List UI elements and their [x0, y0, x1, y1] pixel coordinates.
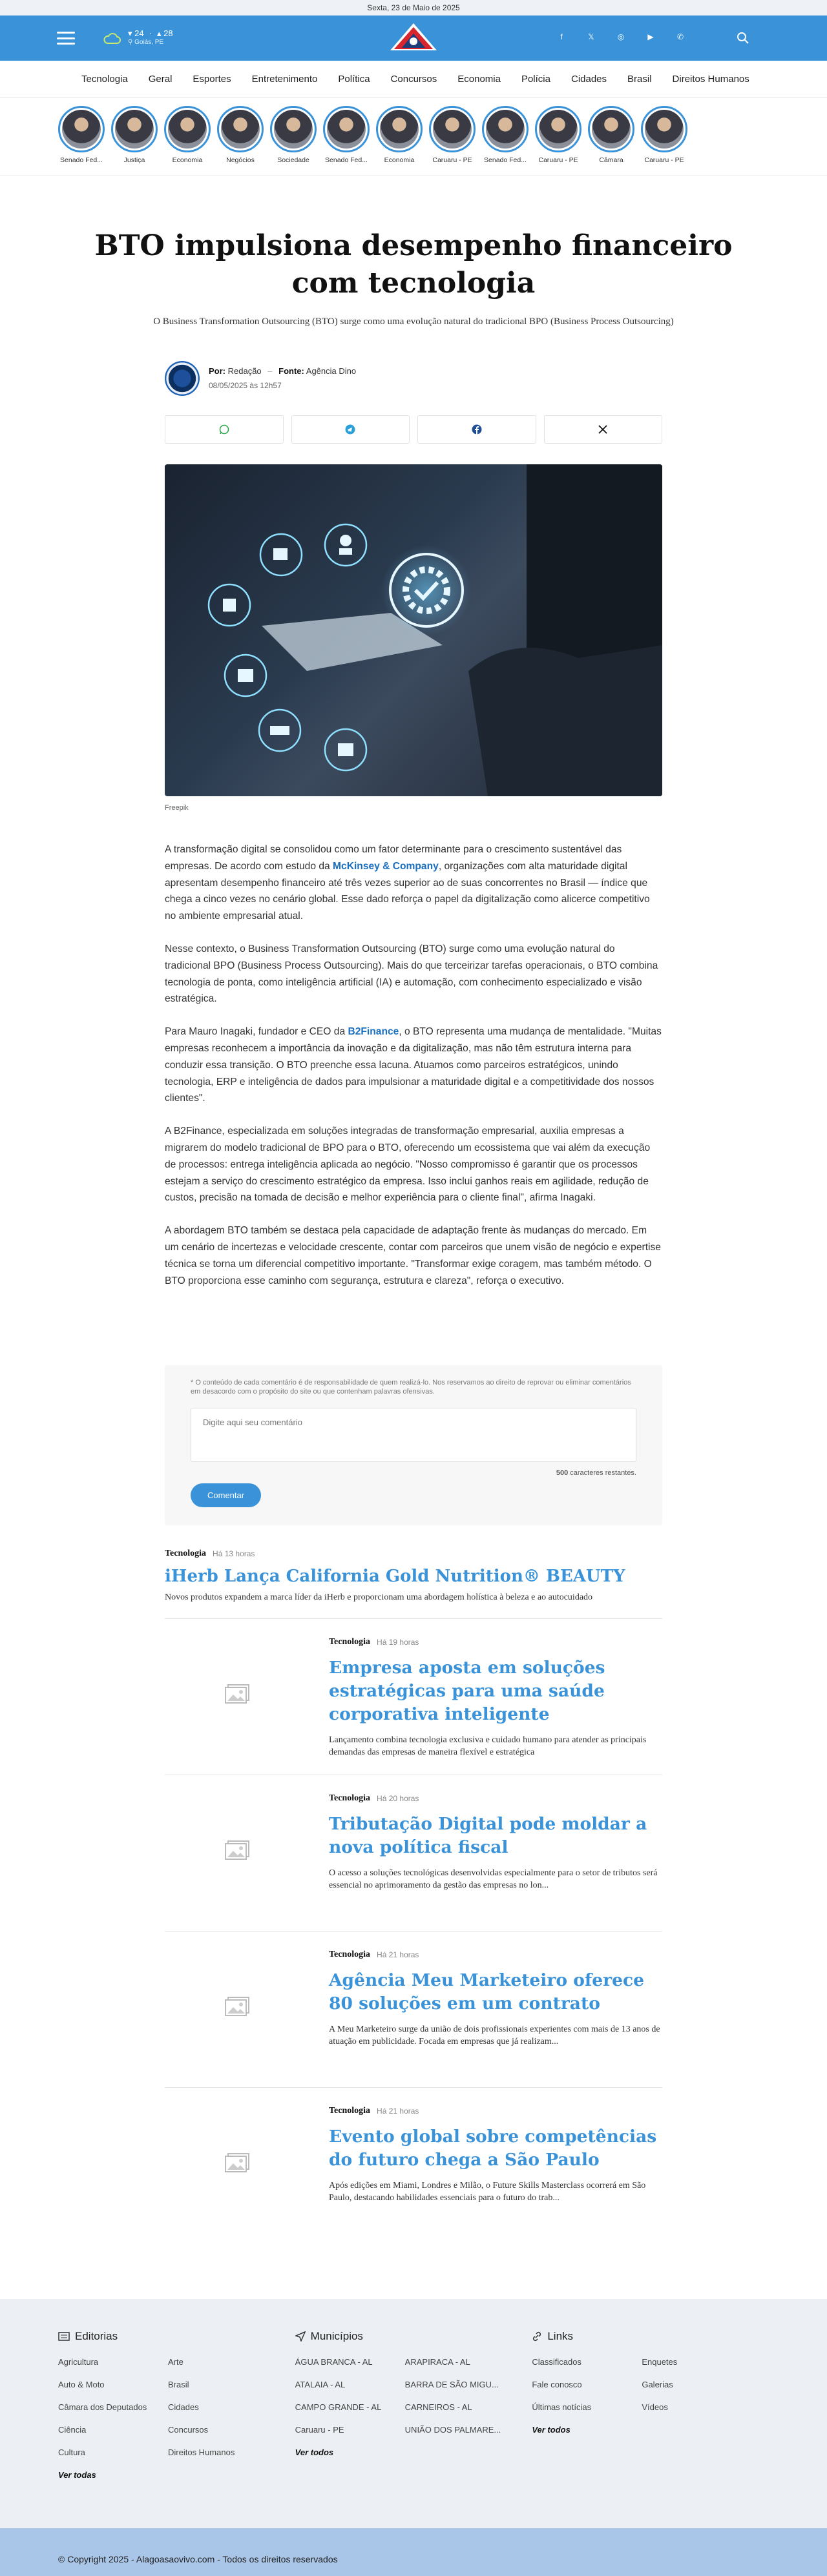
story-item[interactable]	[376, 106, 423, 175]
x-icon	[598, 425, 607, 434]
site-logo[interactable]	[384, 21, 443, 54]
story-label: Justiça	[123, 156, 145, 164]
search-icon[interactable]	[737, 32, 749, 45]
menu-icon[interactable]	[57, 32, 75, 45]
nav-item-brasil[interactable]: Brasil	[627, 74, 652, 85]
copyright-bar	[0, 2528, 827, 2576]
whatsapp-icon[interactable]: ✆	[676, 32, 684, 41]
news-time: Há 13 horas	[213, 1549, 255, 1559]
b2finance-link[interactable]: B2Finance	[348, 1026, 399, 1038]
news-item[interactable]	[165, 1619, 662, 1775]
footer-link[interactable]: Cidades	[168, 2402, 199, 2412]
article-hero-image	[165, 464, 662, 796]
current-date: Sexta, 23 de Maio de 2025	[367, 3, 460, 12]
featured-news[interactable]	[165, 1549, 662, 1619]
story-label: Senado Fed...	[325, 156, 368, 164]
story-label: Economia	[384, 156, 415, 164]
social-links	[554, 30, 687, 44]
paragraph: A abordagem BTO também se destaca pela capacidade de adaptação frente às mudanças do mercado. Em um cenário de incertezas e velocidade crescente, contar com parceiros que unem visão de negócio e expertise técnica se torna um diferencial competitivo importante. "Transformar exige coragem, mas também método. O BTO proporciona esse caminho com segurança, estrutura e clareza", reforça o executivo.	[165, 1225, 661, 1286]
weather-location: Goiás, PE	[134, 39, 164, 46]
news-time: Há 21 horas	[377, 1950, 419, 1960]
news-summary: Lançamento combina tecnologia exclusiva e cuidado humano para atender as principais demandas das empresas de maneira flexível e estratégica	[329, 1735, 647, 1758]
site-header	[0, 15, 827, 61]
share-facebook-button[interactable]	[417, 415, 536, 444]
footer-link[interactable]: Enquetes	[642, 2357, 678, 2367]
footer-link[interactable]: CAMPO GRANDE - AL	[295, 2402, 382, 2412]
image-credit: Freepik	[165, 804, 189, 812]
news-title[interactable]: Evento global sobre competências do futuro chega a São Paulo	[329, 2127, 657, 2170]
story-label: Sociedade	[277, 156, 309, 164]
comments-section	[165, 1365, 662, 1525]
image-placeholder-icon	[224, 1996, 250, 2017]
footer-heading: Editorias	[75, 2330, 118, 2342]
footer-editorias	[58, 2330, 295, 2480]
news-category[interactable]: Tecnologia	[165, 1549, 207, 1559]
footer-link[interactable]: UNIÃO DOS PALMARE...	[404, 2425, 501, 2435]
nav-item-economia[interactable]: Economia	[457, 74, 501, 85]
telegram-icon	[345, 424, 355, 435]
share-telegram-button[interactable]	[291, 415, 410, 444]
image-placeholder-icon	[224, 1684, 250, 1704]
footer-link[interactable]: Agricultura	[58, 2357, 99, 2367]
story-item[interactable]	[429, 106, 476, 175]
story-item[interactable]	[270, 106, 317, 175]
footer-heading: Links	[547, 2330, 574, 2342]
news-item[interactable]	[165, 1775, 662, 1932]
footer-link[interactable]: CARNEIROS - AL	[404, 2402, 472, 2412]
see-all-links-link[interactable]: Ver todos	[532, 2425, 571, 2435]
story-label: Negócios	[226, 156, 255, 164]
footer-municipios	[295, 2330, 532, 2480]
temp-max: 24	[134, 28, 144, 38]
temp-min: 28	[163, 28, 173, 38]
comment-input[interactable]	[191, 1408, 636, 1462]
source-label: Fonte:	[278, 366, 304, 376]
news-thumbnail[interactable]	[165, 2106, 309, 2220]
news-thumbnail[interactable]	[165, 1637, 309, 1751]
footer-link[interactable]: Cultura	[58, 2447, 85, 2457]
story-item[interactable]	[641, 106, 687, 175]
stories-carousel	[0, 98, 827, 176]
news-category[interactable]: Tecnologia	[329, 1637, 371, 1647]
news-summary: Após edições em Miami, Londres e Milão, o Future Skills Masterclass ocorrerá em São Paulo, destacando habilidades essenciais para o futuro do trab...	[329, 2181, 646, 2203]
share-bar	[165, 415, 662, 444]
news-time: Há 20 horas	[377, 1794, 419, 1804]
nav-item-cidades[interactable]: Cidades	[571, 74, 607, 85]
news-thumbnail[interactable]	[165, 1950, 309, 2063]
share-whatsapp-button[interactable]	[165, 415, 284, 444]
story-item[interactable]	[217, 106, 264, 175]
nav-item-geral[interactable]: Geral	[148, 74, 173, 85]
see-all-municipios-link[interactable]: Ver todos	[295, 2447, 334, 2457]
news-time: Há 21 horas	[377, 2107, 419, 2116]
story-item[interactable]	[164, 106, 211, 175]
article-body	[165, 841, 662, 1289]
story-item[interactable]	[482, 106, 529, 175]
publish-date: 08/05/2025 às 12h57	[209, 381, 282, 390]
footer-link[interactable]: Concursos	[168, 2425, 209, 2435]
news-item[interactable]	[165, 2088, 662, 2244]
news-summary: Novos produtos expandem a marca líder da iHerb e proporcionam uma abordagem holística à beleza e ao autocuidado	[165, 1592, 593, 1603]
news-summary: O acesso a soluções tecnológicas desenvolvidas especialmente para o setor de tributos será essencial no aprimoramento da gestão das empresas no lon...	[329, 1868, 658, 1891]
story-label: Economia	[172, 156, 203, 164]
story-item[interactable]	[111, 106, 158, 175]
nav-item-politica[interactable]: Política	[338, 74, 370, 85]
paragraph: Para Mauro Inagaki, fundador e CEO da B2Finance, o BTO representa uma mudança de mentalidade. "Muitas empresas reconhecem a importância da inovação e da digitalização, mas não têm estrutura interna para conduzir essa transição. O BTO preenche essa lacuna. Atuamos como parceiros estratégicos, unindo tecnologia, ERP e inteligência de dados para impulsionar a maturidade digital e a competitividade dos nossos clientes".	[165, 1026, 662, 1104]
story-item[interactable]	[588, 106, 634, 175]
footer-links	[532, 2330, 769, 2480]
story-item[interactable]	[58, 106, 105, 175]
comments-disclaimer: * O conteúdo de cada comentário é de responsabilidade de quem realizá-lo. Nos reservamos ao direito de reprovar ou eliminar comentários em desacordo com o propósito do site ou que contenham palavras ofensivas.	[191, 1379, 631, 1396]
news-title[interactable]: Tributação Digital pode moldar a nova política fiscal	[329, 1814, 647, 1858]
footer-link[interactable]: Últimas notícias	[532, 2402, 592, 2412]
news-thumbnail[interactable]	[165, 1793, 309, 1907]
news-title[interactable]: Empresa aposta em soluções estratégicas para uma saúde corporativa inteligente	[329, 1658, 605, 1725]
footer-link[interactable]: Brasil	[168, 2380, 189, 2389]
instagram-icon[interactable]: ◎	[617, 32, 625, 41]
image-placeholder-icon	[224, 1840, 250, 1860]
see-all-editorias-link[interactable]: Ver todas	[58, 2470, 96, 2480]
facebook-icon[interactable]: f	[560, 32, 563, 41]
category-nav	[0, 61, 827, 98]
news-item[interactable]	[165, 1932, 662, 2088]
footer-link[interactable]: Classificados	[532, 2357, 581, 2367]
story-label: Senado Fed...	[60, 156, 103, 164]
temp-arrow-icon: ▾	[128, 28, 135, 38]
footer-link[interactable]: Arte	[168, 2357, 183, 2367]
footer-link[interactable]: Vídeos	[642, 2402, 668, 2412]
nav-item-concursos[interactable]: Concursos	[390, 74, 437, 85]
story-item[interactable]	[535, 106, 581, 175]
footer-link[interactable]: BARRA DE SÃO MIGU...	[404, 2380, 499, 2389]
chars-remaining: 500 caracteres restantes.	[556, 1469, 636, 1478]
story-item[interactable]	[323, 106, 370, 175]
story-label: Senado Fed...	[484, 156, 527, 164]
paragraph: A transformação digital se consolidou como um fator determinante para o crescimento sustentável das empresas. De acordo com estudo da McKinsey & Company, organizações com alta maturidade digital apresentam desempenho financeiro até três vezes superior ao de suas concorrentes no Brasil — índice que chega a cinco vezes no cenário global. Esse dado reforça o papel da digitalização como alicerce competitivo no ambiente empresarial atual.	[165, 844, 650, 922]
related-news	[165, 1549, 662, 2244]
x-twitter-icon[interactable]: 𝕏	[588, 32, 594, 41]
news-time: Há 19 horas	[377, 1638, 419, 1647]
news-category[interactable]: Tecnologia	[329, 2106, 371, 2116]
footer-link[interactable]: Direitos Humanos	[168, 2447, 235, 2457]
article	[165, 361, 662, 1289]
author-name[interactable]: Redação	[227, 366, 262, 376]
footer-heading: Municípios	[310, 2330, 363, 2342]
weather-widget: ▾ 24 · ▴ 28 ⚲ Goiás, PE	[102, 29, 173, 47]
by-label: Por:	[209, 366, 225, 376]
hero-illustration	[165, 464, 662, 796]
footer-link[interactable]: ATALAIA - AL	[295, 2380, 346, 2389]
location-pin-icon: ⚲	[128, 39, 135, 46]
nav-item-entretenimento[interactable]: Entretenimento	[251, 74, 318, 85]
article-title: BTO impulsiona desempenho financeiro com tecnologia	[94, 229, 733, 300]
link-icon	[532, 2331, 542, 2342]
cloud-icon	[102, 32, 121, 45]
nav-item-tecnologia[interactable]: Tecnologia	[81, 74, 128, 85]
youtube-icon[interactable]: ▶	[647, 32, 654, 41]
footer-link[interactable]: Galerias	[642, 2380, 673, 2389]
footer-link[interactable]: Fale conosco	[532, 2380, 582, 2389]
news-category[interactable]: Tecnologia	[329, 1950, 371, 1960]
copyright-text: © Copyright 2025 - Alagoasaovivo.com - Todos os direitos reservados	[58, 2554, 338, 2564]
mckinsey-link[interactable]: McKinsey & Company	[333, 860, 439, 872]
footer-link[interactable]: Auto & Moto	[58, 2380, 105, 2389]
facebook-icon	[472, 424, 482, 435]
news-category[interactable]: Tecnologia	[329, 1793, 371, 1804]
author-box: Por: Redação – Fonte: Agência Dino 08/05/2025 às 12h57	[165, 361, 662, 396]
footer-link[interactable]: ARAPIRACA - AL	[404, 2357, 470, 2367]
top-date-bar	[0, 0, 827, 15]
author-avatar	[165, 361, 200, 396]
story-label: Caruaru - PE	[538, 156, 578, 164]
news-title[interactable]: Agência Meu Marketeiro oferece 80 soluções em um contrato	[329, 1970, 644, 2014]
source-name: Agência Dino	[306, 366, 357, 376]
nav-item-esportes[interactable]: Esportes	[193, 74, 231, 85]
news-title[interactable]: iHerb Lança California Gold Nutrition® BEAUTY	[165, 1567, 625, 1587]
share-x-button[interactable]	[544, 415, 663, 444]
site-footer	[0, 2299, 827, 2528]
article-subtitle: O Business Transformation Outsourcing (BTO) surge como uma evolução natural do tradicional BPO (Business Process Outsourcing)	[153, 316, 674, 327]
nav-item-policia[interactable]: Polícia	[521, 74, 550, 85]
story-label: Caruaru - PE	[432, 156, 472, 164]
news-summary: A Meu Marketeiro surge da união de dois profissionais experientes com mais de 13 anos de atuação em publicidade. Focada em empresas que já realizam...	[329, 2025, 660, 2047]
footer-link[interactable]: Caruaru - PE	[295, 2425, 344, 2435]
footer-link[interactable]: Câmara dos Deputados	[58, 2402, 147, 2412]
footer-link[interactable]: ÁGUA BRANCA - AL	[295, 2357, 373, 2367]
newspaper-icon	[58, 2332, 70, 2341]
navigation-arrow-icon	[295, 2331, 306, 2342]
whatsapp-icon	[219, 424, 229, 435]
temp-arrow-up-icon: ▴	[156, 28, 164, 38]
story-label: Câmara	[599, 156, 623, 164]
nav-item-direitos-humanos[interactable]: Direitos Humanos	[672, 74, 749, 85]
paragraph: Nesse contexto, o Business Transformation Outsourcing (BTO) surge como uma evolução natural do tradicional BPO (Business Process Outsourcing). Mais do que terceirizar tarefas operacionais, o BTO combina tecnologia de ponta, como inteligência artificial (IA) e automação, com conhecimento especializado e visão estratégica.	[165, 943, 658, 1005]
paragraph: A B2Finance, especializada em soluções integradas de transformação empresarial, auxilia empresas a migrarem do modelo tradicional de BPO para o BTO, oferecendo um ecossistema que vai além da execução de processos: entrega inteligência aplicada ao negócio. "Nosso compromisso é garantir que os processos estejam a serviço do crescimento estratégico da empresa. Isso inclui ganhos reais em agilidade, redução de custos, precisão na tomada de decisão e melhor experiência para o cliente final", afirma Inagaki.	[165, 1126, 651, 1204]
footer-link[interactable]: Ciência	[58, 2425, 87, 2435]
story-label: Caruaru - PE	[644, 156, 684, 164]
image-placeholder-icon	[224, 2152, 250, 2173]
comment-submit-button[interactable]: Comentar	[191, 1483, 261, 1507]
